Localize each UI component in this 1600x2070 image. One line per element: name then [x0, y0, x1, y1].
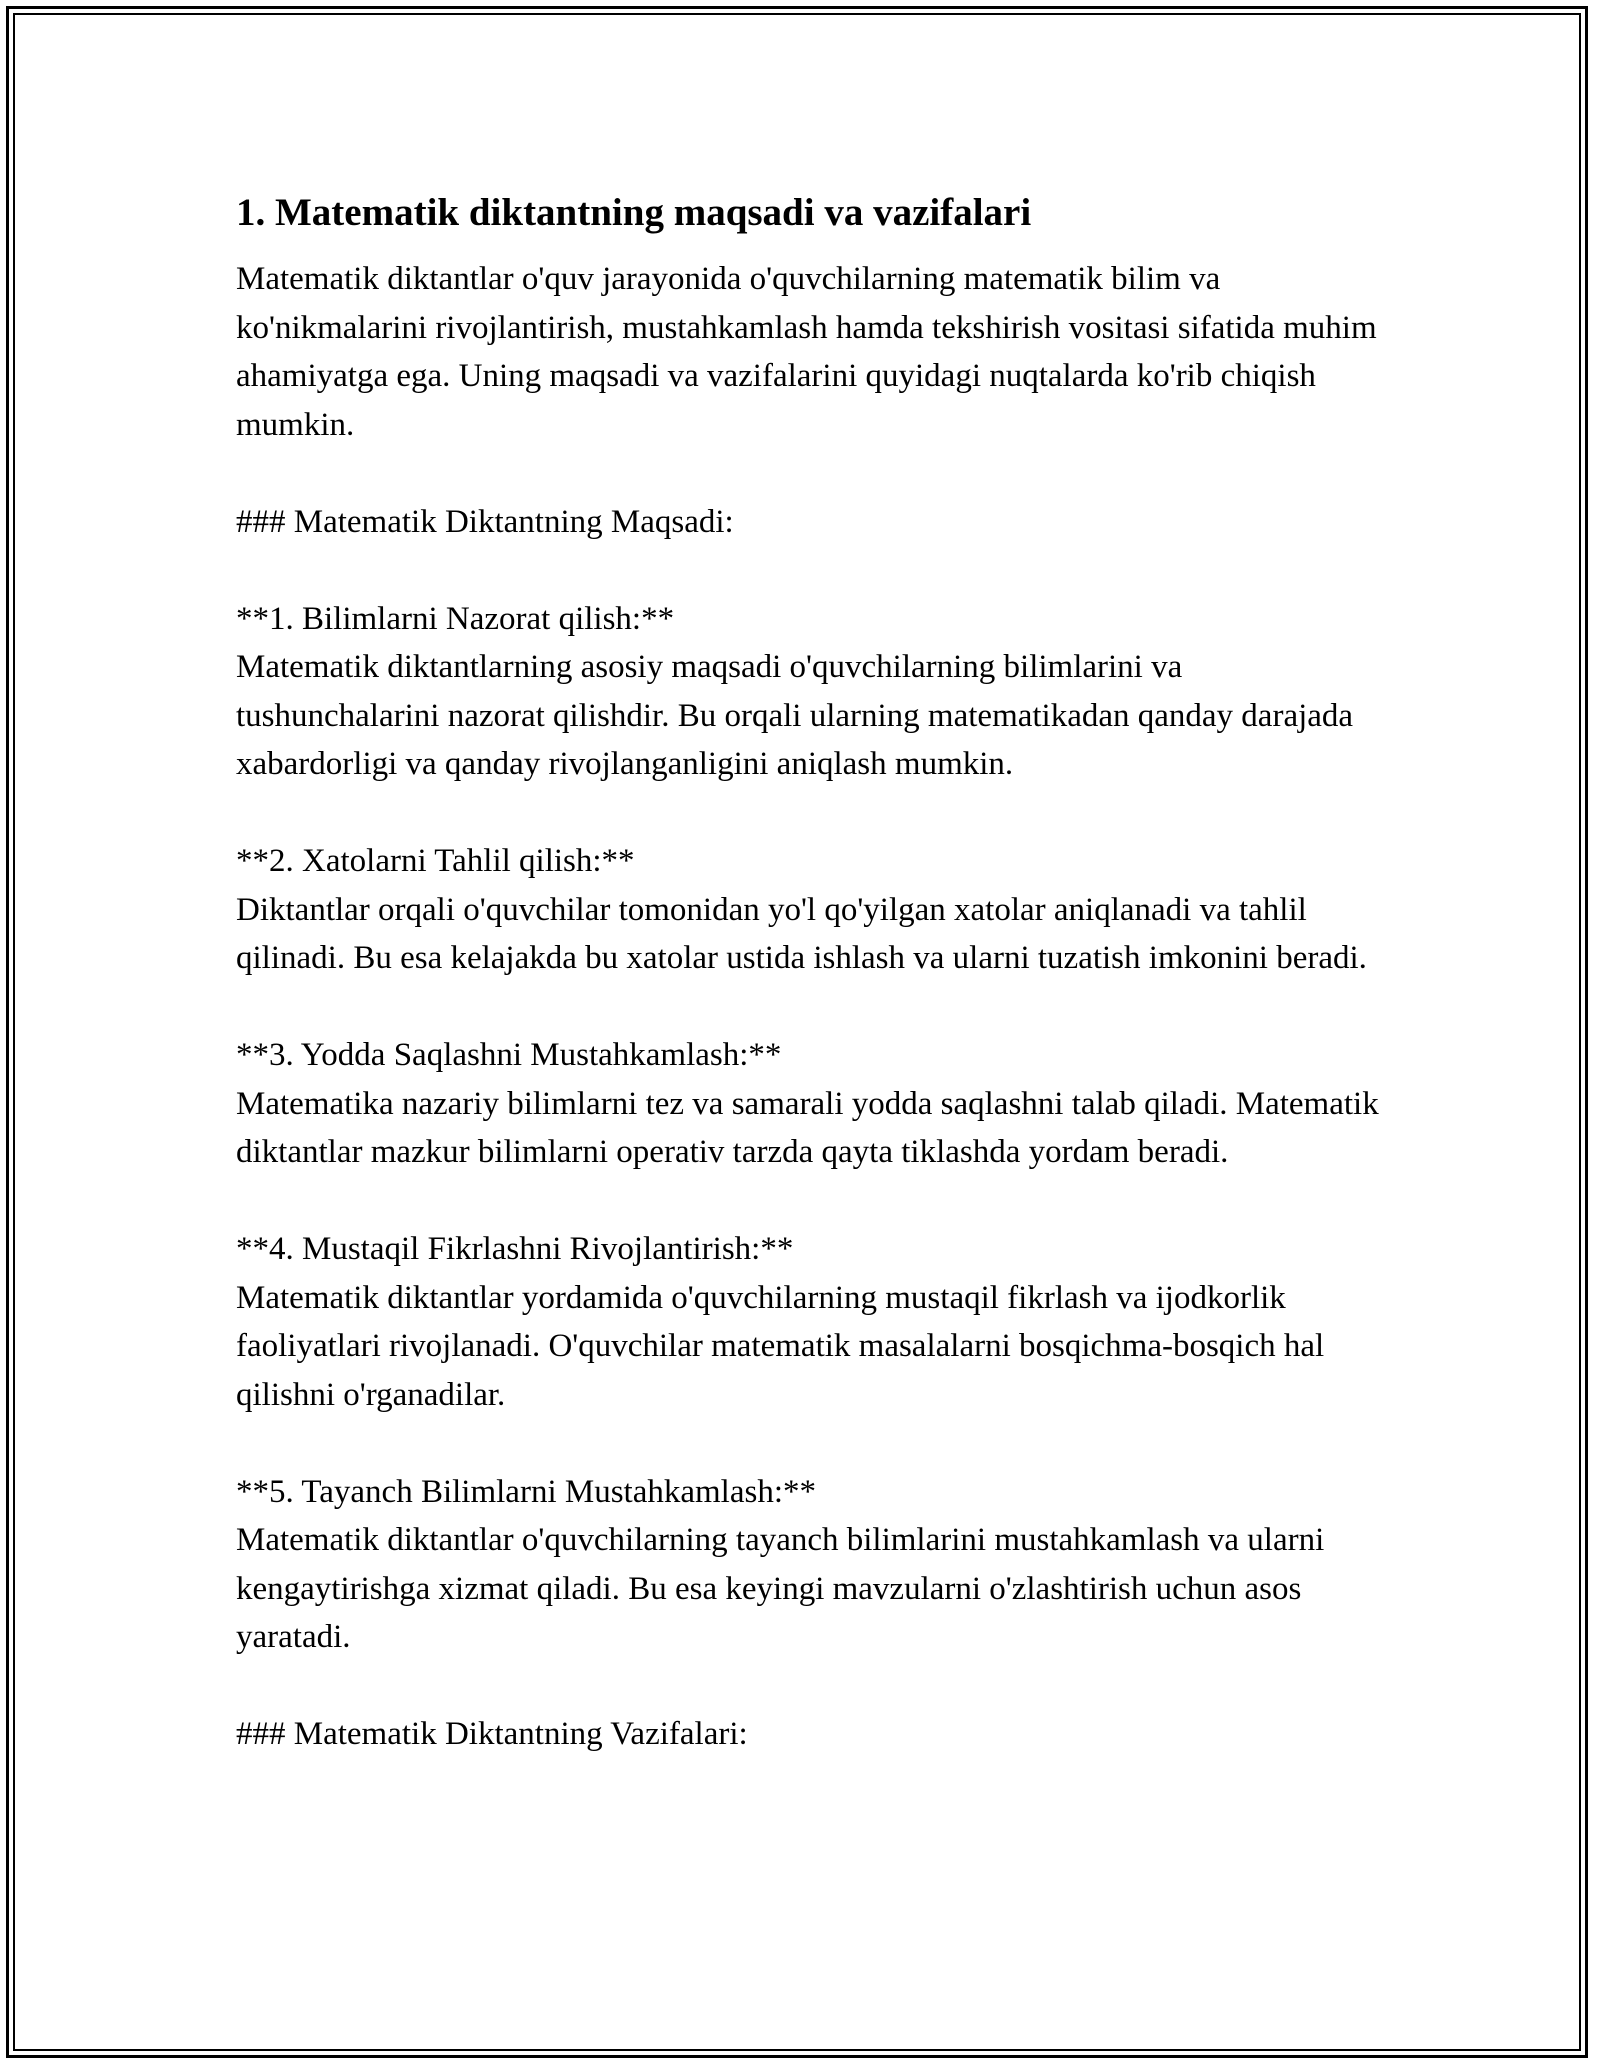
- list-item: [236, 1031, 1386, 1177]
- item-text: Matematik diktantlarning asosiy maqsadi o'quvchilarning bilimlarini va tushunchalarini nazorat qilishdir. Bu orqali ularning matematikadan qanday darajada xabardorligi va qanday rivojlanganligini aniqlash mumkin.: [236, 649, 1354, 782]
- list-item: [236, 1225, 1386, 1419]
- item-text: Matematik diktantlar yordamida o'quvchilarning mustaqil fikrlash va ijodkorlik faoliyatlari rivojlanadi. O'quvchilar matematik masalalarni bosqichma-bosqich hal qilishni o'rganadilar.: [236, 1279, 1325, 1413]
- section-title: 1. Matematik diktantning maqsadi va vazifalari: [236, 191, 1032, 234]
- item-text: Matematik diktantlar o'quvchilarning tayanch bilimlarini mustahkamlash va ularni kengaytirishga xizmat qiladi. Bu esa keyingi mavzularni o'zlashtirish uchun asos yaratadi.: [236, 1522, 1325, 1655]
- vazifa-heading: ### Matematik Diktantning Vazifalari:: [236, 1716, 748, 1752]
- intro-paragraph: Matematik diktantlar o'quv jarayonida o'quvchilarning matematik bilim va ko'nikmalarini rivojlantirish, mustahkamlash hamda tekshirish vositasi sifatida muhim ahamiyatga ega. Uning maqsadi va vazifalarini quyidagi nuqtalarda ko'rib chiqish mumkin.: [236, 261, 1377, 443]
- item-heading: **3. Yodda Saqlashni Mustahkamlash:**: [236, 1037, 782, 1073]
- list-item: [236, 595, 1386, 789]
- maqsad-heading: ### Matematik Diktantning Maqsadi:: [236, 503, 734, 540]
- item-heading: **4. Mustaqil Fikrlashni Rivojlantirish:**: [236, 1231, 794, 1267]
- item-text: Diktantlar orqali o'quvchilar tomonidan yo'l qo'yilgan xatolar aniqlanadi va tahlil qilinadi. Bu esa kelajakda bu xatolar ustida ishlash va ularni tuzatish imkonini beradi.: [236, 891, 1367, 976]
- document-body: [236, 185, 1386, 1759]
- item-heading: **1. Bilimlarni Nazorat qilish:**: [236, 600, 675, 637]
- item-heading: **5. Tayanch Bilimlarni Mustahkamlash:**: [236, 1473, 816, 1510]
- item-text: Matematika nazariy bilimlarni tez va samarali yodda saqlashni talab qiladi. Matematik diktantlar mazkur bilimlarni operativ tarzda qayta tiklashda yordam beradi.: [236, 1085, 1379, 1170]
- list-item: [236, 1468, 1386, 1662]
- item-heading: **2. Xatolarni Tahlil qilish:**: [236, 843, 635, 879]
- list-item: [236, 837, 1386, 983]
